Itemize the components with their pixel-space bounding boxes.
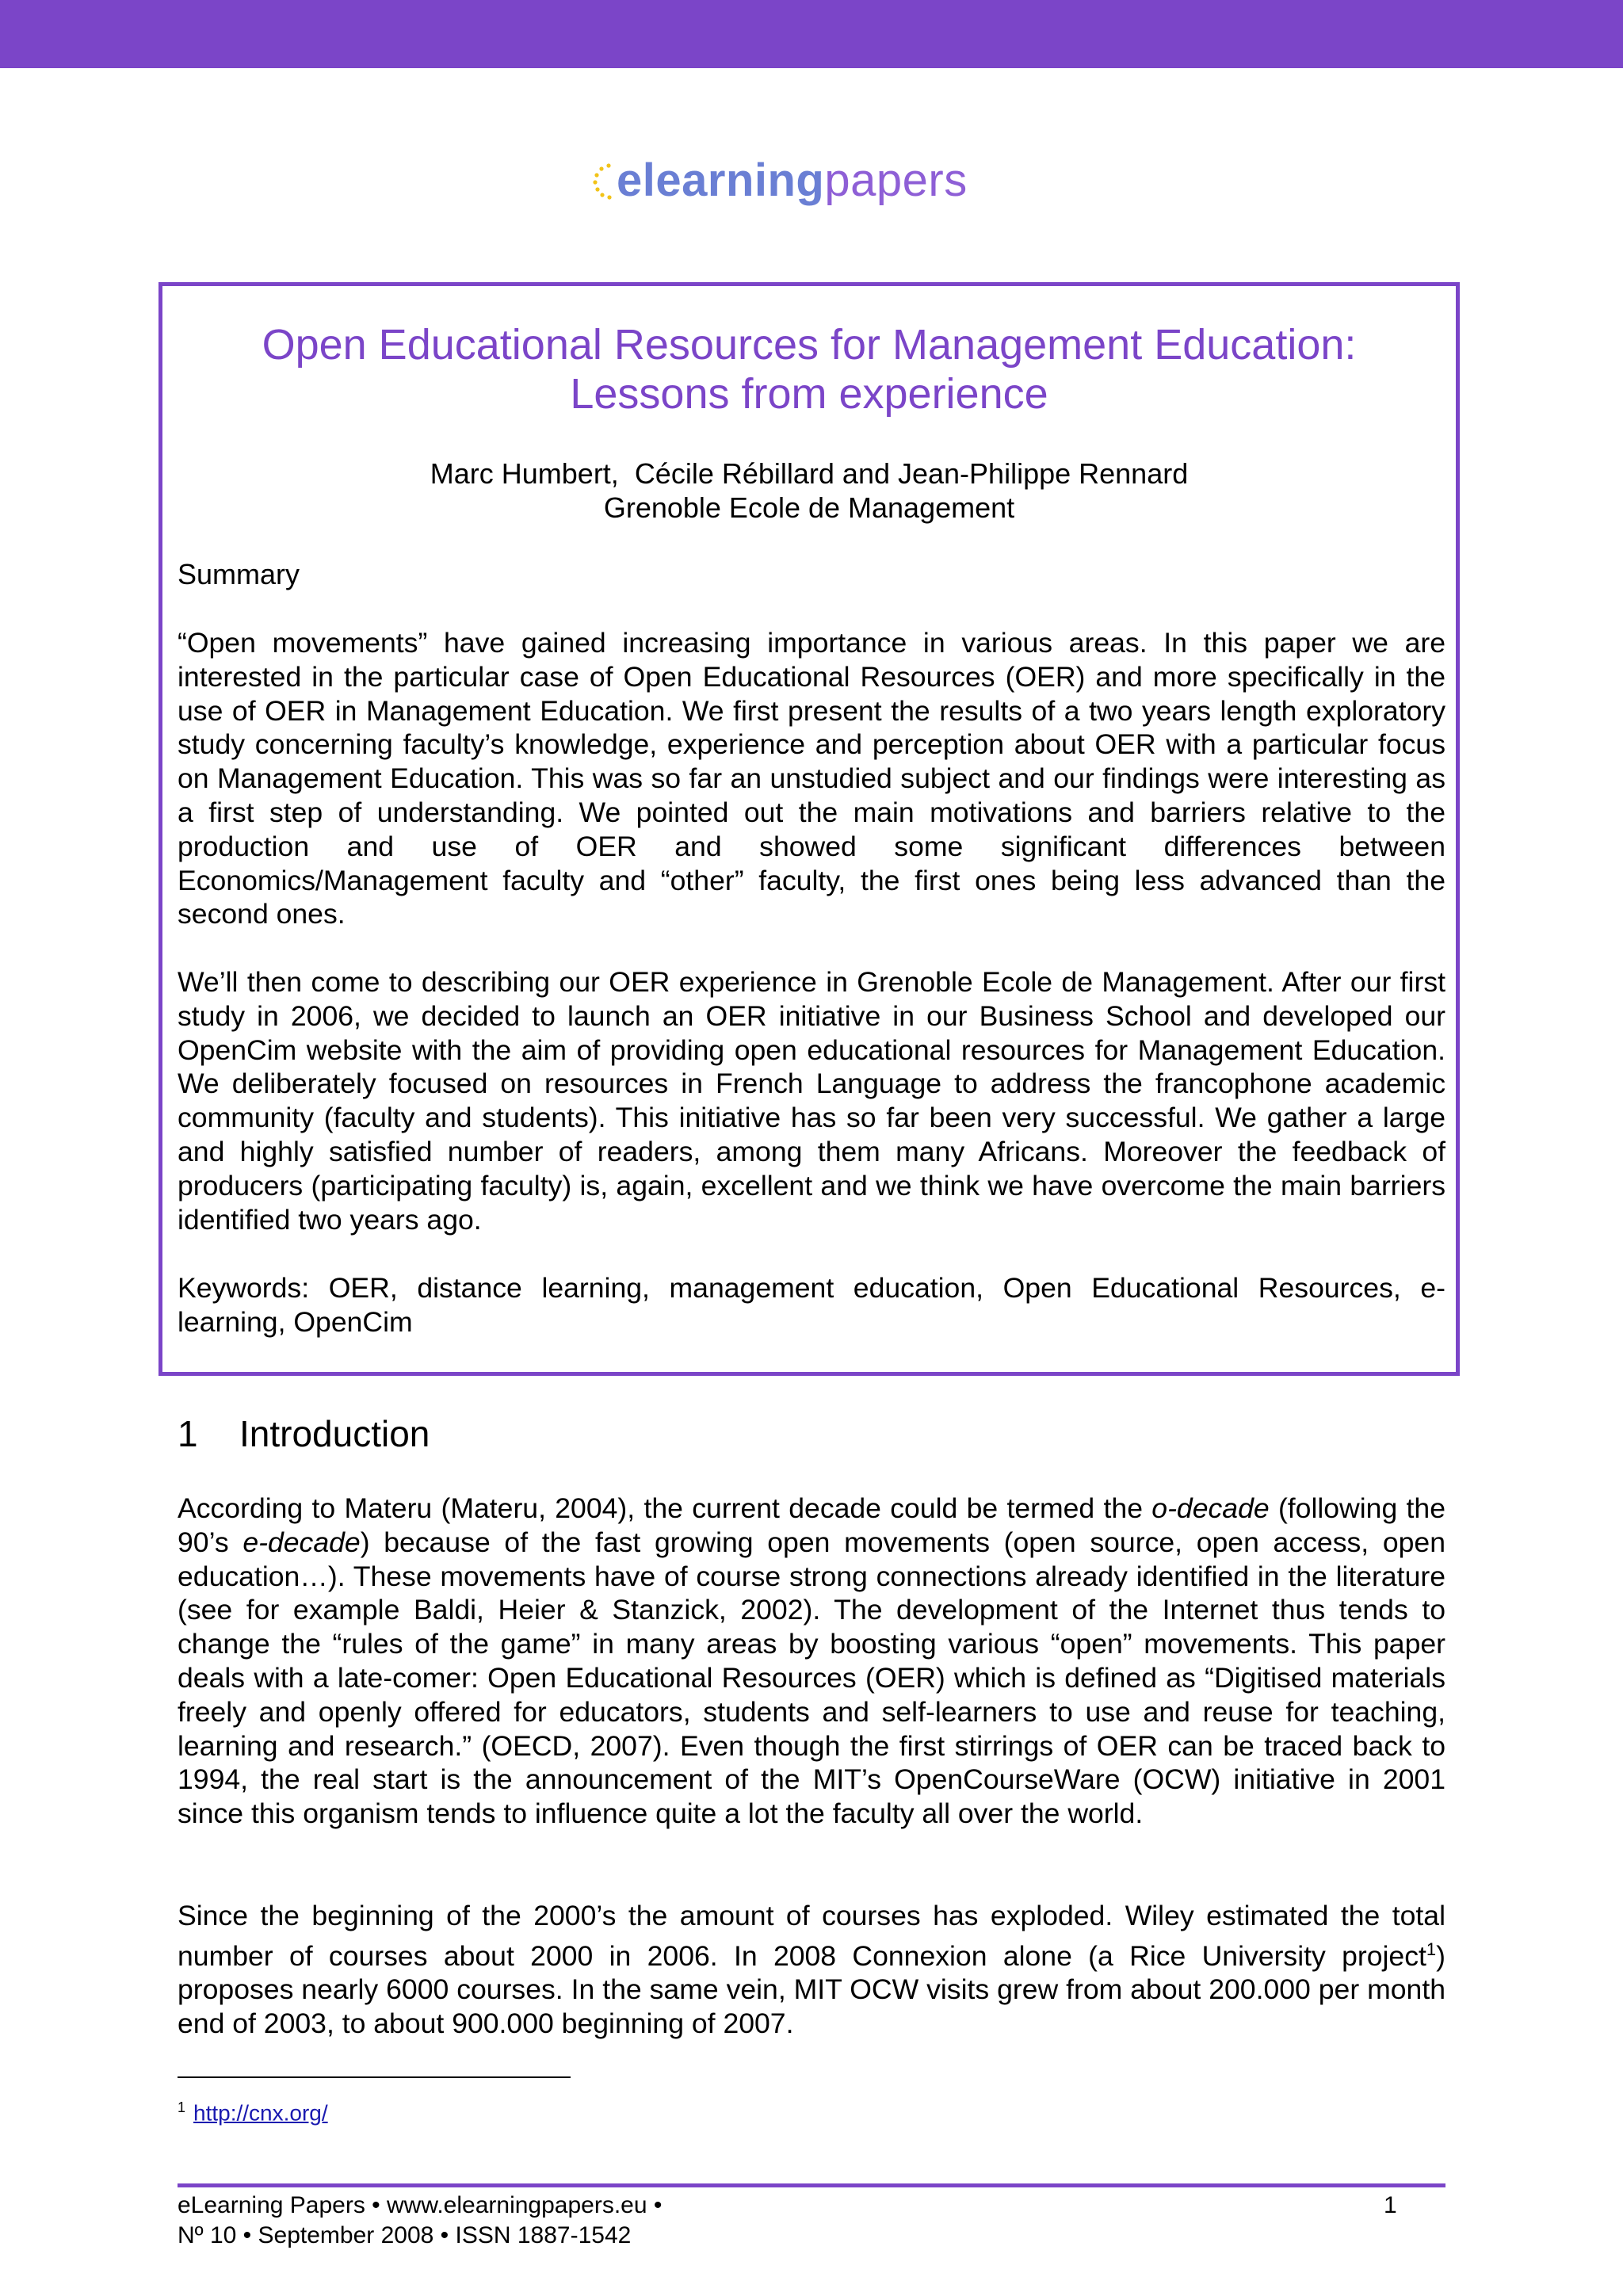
footer-info <box>178 2191 662 2251</box>
affiliation: Grenoble Ecole de Management <box>603 491 1015 524</box>
intro-p2-text-b: ) proposes nearly 6000 courses. In the same vein, MIT OCW visits grew from about 200.000 per month end of 2003, to about 900.000 beginning of 2007. <box>178 1939 1445 2040</box>
footnote <box>178 2094 328 2126</box>
intro-p1-italic-o-decade: o-decade <box>1151 1492 1270 1524</box>
title-line-2: Lessons from experience <box>570 370 1048 418</box>
footer-line-2: Nº 10 • September 2008 • ISSN 1887-1542 <box>178 2222 632 2248</box>
keywords-label: Keywords <box>178 1272 302 1304</box>
top-banner <box>0 0 1623 68</box>
elearningpapers-logo[interactable] <box>593 152 968 208</box>
footnote-reference[interactable]: 1 <box>1426 1939 1437 1959</box>
summary-heading: Summary <box>178 558 300 590</box>
footer-divider <box>178 2183 1445 2187</box>
logo-text-elearning: elearning <box>617 154 825 206</box>
intro-paragraph-2 <box>178 1899 1445 2041</box>
section-heading-introduction <box>178 1412 430 1455</box>
keywords <box>178 1271 1445 1339</box>
footnote-divider <box>178 2076 571 2078</box>
intro-p1-text-a: According to Materu (Materu, 2004), the current decade could be termed the <box>178 1492 1152 1524</box>
eu-stars-icon <box>593 158 615 202</box>
intro-p1-text-b: (following the 90’s <box>178 1492 1445 1558</box>
page-number: 1 <box>1384 2192 1397 2218</box>
footer-line-1: eLearning Papers • www.elearningpapers.eu • <box>178 2192 663 2218</box>
intro-p2-text-a: Since the beginning of the 2000’s the amount of courses has exploded. Wiley estimated the total number of courses about 2000 in 2006. In 2008 Connexion alone (a Rice University project <box>178 1900 1445 1972</box>
section-number: 1 <box>178 1413 198 1454</box>
paper-title <box>158 320 1460 418</box>
intro-p1-text-c: ) because of the fast growing open movements (open source, open access, open education…). These movements have of course strong connections already identified in the literature (see for example Baldi, Heier & Stanzick, 2002). The development of the Internet thus tends to change the “rules of the game” in many areas by boosting various “open” movements. This paper deals with a late-comer: Open Educational Resources (OER) which is defined as “Digitised materials freely and openly offered for educators, students and self-learners to use and reuse for teaching, learning and research.” (OECD, 2007). Even though the first stirrings of OER can be traced back to 1994, the real start is the announcement of the MIT’s OpenCourseWare (OCW) initiative in 2001 since this organism tends to influence quite a lot the faculty all over the world. <box>178 1526 1446 1830</box>
footnote-link[interactable]: http://cnx.org/ <box>193 2100 328 2126</box>
summary-paragraph-2: We’ll then come to describing our OER experience in Grenoble Ecole de Management. After our first study in 2006, we decided to launch an OER initiative in our Business School and developed our OpenCim website with the aim of providing open educational resources for Management Education. We deliberately focused on resources in French Language to address the francophone academic community (faculty and students). This initiative has so far been very successful. We gather a large and highly satisfied number of readers, among them many Africans. Moreover the feedback of producers (participating faculty) is, again, excellent and we think we have overcome the main barriers identified two years ago. <box>178 966 1445 1236</box>
intro-p1-italic-e-decade: e-decade <box>242 1526 361 1558</box>
keywords-text: : OER, distance learning, management education, Open Educational Resources, e-learning, OpenCim <box>178 1272 1445 1338</box>
authors: Marc Humbert, Cécile Rébillard and Jean-Philippe Rennard <box>430 457 1189 490</box>
intro-paragraph-1 <box>178 1492 1445 1831</box>
author-block <box>158 457 1460 525</box>
summary-paragraph-1: “Open movements” have gained increasing importance in various areas. In this paper we are interested in the particular case of Open Educational Resources (OER) and more specifically in the use of OER in Management Education. We first present the results of a two years length exploratory study concerning faculty’s knowledge, experience and perception about OER with a particular focus on Management Education. This was so far an unstudied subject and our findings were interesting as a first step of understanding. We pointed out the main motivations and barriers relative to the production and use of OER and showed some significant differences between Economics/Management faculty and “other” faculty, the first ones being less advanced than the second ones. <box>178 627 1445 930</box>
title-line-1: Open Educational Resources for Management Education: <box>262 321 1357 369</box>
logo-text-papers: papers <box>824 154 968 206</box>
section-title: Introduction <box>239 1413 430 1454</box>
footnote-marker: 1 <box>178 2099 186 2115</box>
